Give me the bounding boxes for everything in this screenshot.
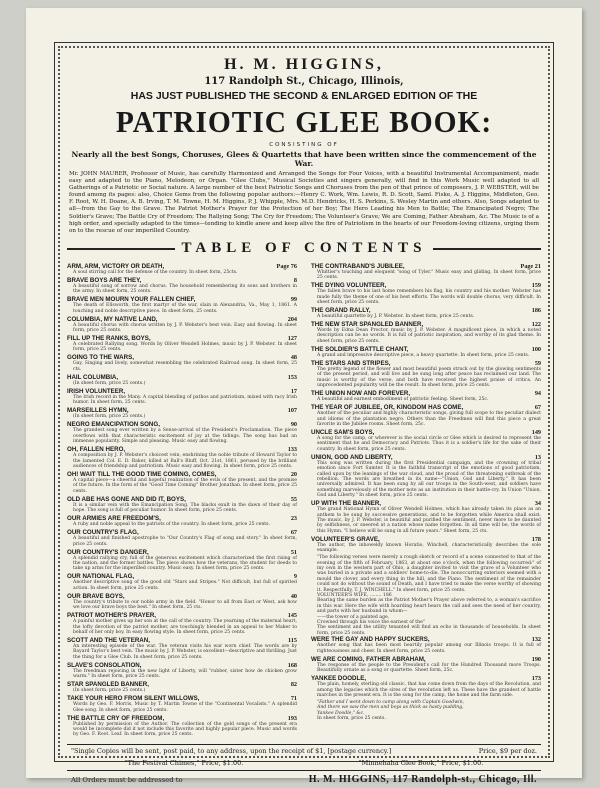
orders-line: [67, 771, 541, 788]
toc-entry-description: The death of Ellsworth, the first martyr of the war, slain in Alexandria, Va., May 1, 1861. A touching and noble descriptive piece. In sheet form, 25 cents.: [73, 303, 297, 314]
toc-entry-title: OUR COUNTRY'S DANGER,: [67, 548, 149, 556]
toc-entry-title: OH! WAIT TILL THE GOOD TIME COMING, COMES,: [67, 470, 217, 478]
toc-entry: [67, 354, 297, 372]
toc-entry-title: THE SOLDIER'S BATTLE CHANT,: [311, 345, 409, 353]
toc-entry-description: The grandest song ever written by a Sense-arrival of the President's Proclamation. The piece overflows with that characteristic excitement of joy at the tidings. The song has had an immense popularity. Simple and pleasing. Music easy and flowing.: [73, 428, 297, 445]
toc-entry-title-row: [311, 454, 541, 461]
toc-entry-title: UP WITH THE BANNER,: [311, 500, 382, 508]
toc-entry-title-row: [67, 374, 297, 381]
toc-entry-title-row: [311, 321, 541, 328]
toc-entry: [67, 446, 297, 469]
toc-entry-title: BRAVE MEN MOURN YOUR FALLEN CHIEF,: [67, 296, 196, 304]
toc-entry-page: 8: [293, 276, 297, 284]
promo-minnehaha: "Minnehaha Glee Book," Price, $1.00.: [358, 759, 484, 768]
toc-entry-title: OUR COUNTRY'S FLAG,: [67, 529, 139, 537]
toc-entry-title-row: [67, 316, 297, 323]
toc-entry-title-row: [67, 263, 297, 270]
toc-entry-title: THE BATTLE CRY OF FREEDOM,: [67, 714, 165, 722]
toc-entry-description: Another descriptive song of the good old "Stars and Stripes." Not difficult, but full of spirited action. In sheet form, price 25 cents.: [73, 580, 297, 591]
toc-entry: [311, 636, 541, 654]
toc-entry-page: 40: [290, 592, 297, 600]
toc-entry-title-row: [67, 549, 297, 556]
toc-entry-title: ARM, ARM, VICTORY OR DEATH,: [67, 262, 165, 270]
toc-entry-description: Words by Geo. F. Morris, Music by T. Martin Towne of the "Continental Vocalists." A splendid Glee song. In sheet form, price 25 cents.: [73, 702, 297, 713]
toc-entry: [67, 695, 297, 713]
toc-entry: [311, 429, 541, 452]
toc-entry: [67, 388, 297, 406]
toc-entry-title: UNCLE SAM'S BOYS,: [311, 428, 375, 436]
toc-entry-page: 99: [290, 296, 297, 304]
toc-entry-title-row: [311, 346, 541, 353]
toc-entry: [67, 263, 297, 275]
toc-entry-description: A soul stirring call for the defense of the country. In sheet form, 25cts.: [73, 269, 238, 275]
toc-entry: [311, 346, 541, 358]
toc-entry-title: OUR NATIONAL FLAG,: [67, 573, 135, 581]
toc-entry: [311, 282, 541, 305]
toc-entry-description: A song for the camp, or wherever is the social circle or Glee which is desired to represent the sentiment that he and Democracy and Patriots. Thus it is a soldier's life for the sake of their country. In sheet form, price 25 cents.: [317, 435, 541, 452]
toc-entry-title-row: [67, 277, 297, 284]
toc-entry-page: 132: [531, 636, 541, 644]
toc-entry-title-row: [311, 360, 541, 367]
toc-entry-title: THE NEW STAR SPANGLED BANNER,: [311, 321, 424, 329]
toc-entry-page: 48: [290, 354, 297, 362]
toc-entry-title-row: [67, 715, 297, 722]
toc-entry-title: COLUMBIA, MY NATIVE LAND,: [67, 315, 158, 323]
toc-entry-title-row: [311, 536, 541, 543]
toc-entry-page: 67: [534, 404, 541, 412]
toc-entry-page: 13: [534, 453, 541, 461]
toc-entry: [311, 454, 541, 499]
toc-entry-page: 115: [288, 636, 297, 644]
promo-line: [67, 757, 541, 769]
book-description: Mr. JOHN MAURER, Professor of Music, has carefully Harmonized and Arranged the Songs for Four Voices, with a beautiful Instrumental Accompaniment, made easy and adapted to the Piano, Melodeon, or Organ. "Glee Clubs," Musical Societies and singers generally, will find in this Work Music well adapted to all Gatherings of a Patriotic or Social nature. A large number of the best Patriotic Songs and Choruses from the pen of that prince of composers, J. P. WEBSTER, will be found among its pages: also, Choice Gems from the following popular authors:—Henry C. Work, Wm. Lewis, R. D. Scott, Saml. Fiske, A. J. Higgins, Middleton, Geo. F. Root, W. H. Doane, A. B. Irving, T. M. Towne, H. M. Higgins, P. J. Whipple, Mrs. M.D. Hendricks, H. S. Perkins, S. Wesley Martin and others. Also, Songs adapted to all—from the Gay to the Grave. The Patriot Mother's Prayer for the Protection of her Boy; The Hero Leading his Men to Battle; The Emancipated Negro; The Soldier's Grave; The Battle Cry of Freedom; The Rallying Song; The Cry for Freedom; The Volunteer's Grave; We are Coming, Father Abraham, &c. The Music is of a high order, and specially adapted to the times—tending to kindle anew and keep alive the fire of Patriotism in the hearts of our Freedom-loving citizens, urging them on to the rescue of our imperilled Country.: [69, 171, 539, 234]
toc-entry-description: A composition by J. P. Webster's choicest vein, enshrining the noble tribute of Howard Taylor to the lamented Col. E. D. Baker, killed at Ball's Bluff, Oct. 21st, 1861, perused by the brilliant audiences of friendship and patriotism. Music easy and flowing. In sheet form, price 25 cents.: [73, 453, 297, 469]
toc-entry: [311, 500, 541, 534]
toc-entry-page: 107: [287, 407, 297, 415]
toc-entry-page: 133: [287, 446, 297, 454]
toc-entry-description: A beautiful song of sorrow and chorus. The household remembering its sons and brothers in the army. In sheet form, 25 cents.: [73, 283, 297, 295]
toc-entry: [67, 637, 297, 660]
toc-entry-description: The country's tribute to our noble army in the field. "Honor to all from East or West, ask how we love our brave boys the best." In sheet form, 25 cts.: [73, 599, 297, 611]
toc-entry-page: 34: [534, 500, 541, 508]
toc-entry: [67, 662, 297, 680]
toc-entry-description: Published by permission of the Author. The collection of the gold songs of the present era would be incomplete did it not include this favorite and highly popular piece. Music and words by Geo. F. Root. Leaf. In sheet form, price 25 cents.: [73, 721, 297, 738]
toc-entry: [67, 407, 297, 419]
toc-entry-page: 204: [287, 315, 297, 323]
toc-entry-description: Whittier's touching and eloquent "song of Tyler." Music easy and gliding. In sheet form, price 25 cents.: [317, 269, 541, 281]
toc-entry-page: 168: [287, 661, 297, 669]
toc-entry-title: VOLUNTEER'S GRAVE,: [311, 535, 380, 543]
toc-entry-title: TAKE YOUR HERO FROM SILENT WILLOWS,: [67, 695, 200, 703]
toc-entry-page: 153: [287, 373, 297, 381]
single-copies-line: [67, 745, 541, 757]
toc-entry-title: SLAVE'S CONSOLATION,: [67, 661, 142, 669]
toc-entry-description: The response of the people to the President's call for the Hundred Thousand more Troops. Beautifully ornate as a song or quartette. Sheet form, 25c.: [317, 662, 541, 674]
document-page: [26, 8, 582, 786]
toc-entry-description: A celebrated Rallying song. Words by Oliver Wendell Holmes, music by J. P. Webster. In sheet form, price 25 cents.: [73, 342, 297, 353]
lead-sentence: Nearly all the best Songs, Choruses, Glees & Quartetts that have been written since the commencement of the War.: [71, 150, 537, 168]
toc-entry-description: A ruby and noble appeal to the patriots of the country. In sheet form, price 25 cents.: [73, 522, 270, 528]
announcement: HAS JUST PUBLISHED THE SECOND & ENLARGED EDITION OF THE: [130, 90, 478, 102]
toc-entry-title: OLD ABE HAS GONE AND DID IT, BOYS,: [67, 495, 186, 503]
toc-entry-description: (In sheet form, price 25 cents.): [73, 414, 146, 420]
toc-entry-description: An interesting episode of the war. The veteran visits his war worn chief. The words are by Bayard Taylor's best vein. The music by J. P. Webster, is excellent—descriptive and thrilling. Just the thing for a Glee Club. In sheet form, price 25 cents.: [73, 643, 298, 660]
toc-entry-title: YANKEE DOODLE,: [311, 675, 367, 683]
toc-entry-description: The fallen brave to his last home remembers his flag, his country and his mother. Webster has made fully the theme of one of his best efforts. The words will double chorus, very difficult. In sheet form, price 25 cents.: [317, 289, 541, 306]
toc-entry-title: OUR BRAVE BOYS,: [67, 592, 125, 600]
toc-entry-title: OH, FALLEN HERO,: [67, 446, 126, 454]
book-title: PATRIOTIC GLEE BOOK:: [115, 104, 493, 139]
toc-entry: [67, 374, 297, 386]
toc-entry-description: The plain, homely, sterling old classic, that has come down from the days of the Revolution, and among the legacies which the sires of the revolution left us. These have the grandest of battle marches in the present era. It is the song for the camp, the home and the farm side.: [317, 682, 541, 698]
toc-right-column: [311, 263, 541, 740]
toc-entry: [67, 612, 297, 635]
toc-entry-title: STAR SPANGLED BANNER,: [67, 681, 149, 689]
toc-entry-description: A beautiful chorus with chorus written by J. P. Webster's best vein. Easy and flowing. In sheet form, price 25 cents.: [73, 322, 297, 334]
toc-entry: [67, 529, 297, 547]
toc-entry-description: A capital piece—a cheerful and hopeful realization of the evils of the present, and the promise of the future. In the form of the "Good Time Coming" Brother Jonathan. In sheet form, price 25 cents.: [73, 477, 297, 494]
toc-right-entries: [311, 263, 541, 554]
toc-entry-description: Words by Edna Dean Proctor, music by J. P. Webster. A magnificent piece, in which a noted description can be no words. It is full of patriotic inspiration, and worthy of its glad theme. In sheet form, price 25 cents.: [317, 328, 541, 344]
volunteer-grave-note: [311, 555, 541, 636]
toc-entry-page: 94: [534, 390, 541, 398]
toc-entry-description: A grand and impressive descriptive piece, a heavy quartette. In sheet form, price 25 cents.: [317, 352, 530, 358]
note-paragraph: VOLUNTEER'S WIFE, ........ 186: [317, 593, 392, 599]
toc-entry-title: NEGRO EMANCIPATION SONG,: [67, 421, 160, 429]
toc-entry-description: A beautiful and earnest embodiment of patriotic feeling. Sheet form, 25c.: [317, 397, 489, 403]
toc-entry-title-row: [67, 637, 297, 644]
toc-entry-title: UNION, GOD AND LIBERTY,: [311, 453, 393, 461]
toc-entry: [311, 360, 541, 389]
toc-entry: [67, 496, 297, 514]
toc-entry: [67, 593, 297, 611]
toc-entry-page: 55: [290, 495, 297, 503]
toc-entry-title-row: [67, 496, 297, 503]
page-content: [67, 51, 541, 786]
toc-entry: [67, 681, 297, 693]
toc-entry-title: THE UNION NOW AND FOREVER,: [311, 390, 411, 398]
toc-entry: [67, 549, 297, 572]
toc-entry-page: 82: [290, 681, 297, 689]
note-paragraph: The sentiment and the utility tenanted will find an echo in thousands of households. In sheet form, price 25 cents.: [317, 625, 541, 636]
toc-entry-description: (In sheet form, price 25 cents.): [73, 380, 146, 386]
toc-entry-description: This song was written during the first Presidential campaign, and the crowning of tribal emotion since Fort Sumter. It is the faithful transcript of the emotions of good patriotism, called upon by the leanings of the war cloud, and the proud of the threatening outbreak of the rebellion. The words are breathed in its name—"Union, God and Liberty." It has been universally admired. It has been sung by all our troops in the South-west, and soldiers have something marvelously of the mother note as an institution in their battle-cry. In Union "Union, God and Liberty." In sheet form, price 25 cents.: [317, 460, 541, 499]
toc-entry: [311, 675, 541, 698]
toc-entry: [311, 404, 541, 427]
toc-entry-description: The pretty legend of the flower and most beautiful poem struck out by the glowing sentiments of the present period, and will live and be sung long after peace has reclaimed our land. The music is worthy of the verse, and both have received the highest praise of critics. An unprecedented popularity will be the result. In sheet form, price 25 cents.: [317, 366, 541, 389]
toc-entry: [67, 715, 297, 738]
toc-entry-description: The Irish record in the Many. A capital blending of pathos and patriotism, mixed with racy Irish humor. In sheet form, 25 cents.: [73, 394, 297, 406]
toc-entry-title: IRISH VOLUNTEER,: [67, 387, 126, 395]
toc-entry-title: THE STARS AND STRIPES,: [311, 359, 391, 367]
toc-entry-description: A beautiful and finished apostrophe to "Our Country's Flag of song and story." In sheet form, price 25 cents.: [73, 536, 297, 547]
toc-entry-page: 190: [531, 655, 541, 663]
toc-entry-title: FILL UP THE RANKS, BOYS,: [67, 335, 151, 343]
toc-entry: [67, 421, 297, 444]
toc-entry-title: SCOTT AND THE VETERAN,: [67, 636, 150, 644]
toc-entry-description: A beautiful quartette by J. P. Webster. In sheet form, price 25 cents.: [317, 314, 475, 320]
toc-entry-page: 122: [531, 321, 541, 329]
toc-entry: [67, 316, 297, 334]
toc-entry-page: 100: [531, 345, 541, 353]
toc-entry-description: The author, the inhoweldy known Horatio, Winchell, characteristically describes the sole example.: [317, 542, 541, 554]
toc-entry-title-row: [67, 471, 297, 478]
toc-entry-page: 59: [534, 359, 541, 367]
toc-entry-description: It is a similar vein with the Emancipation Song. The blacks exult in the dawn of their day of hope. The song is full of peculiar humor. In sheet form, price 25 cents.: [73, 502, 297, 514]
toc-entry-title-row: [67, 388, 297, 395]
toc-entry: [67, 296, 297, 314]
toc-entry-page: Page 76: [276, 262, 297, 270]
toc-right-entries-2: [311, 636, 541, 698]
toc-entry-title: BRAVE BOYS ARE THEY,: [67, 276, 142, 284]
orders-address: H. M. HIGGINS, 117 Randolph-st., Chicago, Ill.: [308, 774, 537, 786]
toc-entry: [311, 536, 541, 554]
decorative-border: [54, 42, 554, 786]
publisher-name: H. M. HIGGINS,: [224, 56, 384, 73]
single-copies-price: Price, $9 per doz.: [478, 747, 537, 756]
toc-entry-page: 51: [290, 548, 297, 556]
toc-entry-description: The freedman rejoicing in the new light of Liberty, will "rubber, sister how de chicken grow warm." In sheet form, price 25 cents.: [73, 668, 297, 680]
toc-entry-title: THE CONTRABAND'S JUBILEE,: [311, 262, 405, 270]
toc-entry-title: THE GRAND RALLY,: [311, 307, 371, 315]
toc-entry: [67, 277, 297, 295]
toc-entry-title-row: [311, 263, 541, 270]
toc-entry-title-row: [311, 307, 541, 314]
toc-entry-page: 127: [287, 335, 297, 343]
toc-entry-description: A painful mother gives up her son at the call of the country. The yearning of the maternal heart, the lofty devotion of the patriot mother, are touchingly blended in an appeal to her Maker to behalf of her only boy. In easy flowing style. In sheet form, price 25 cents.: [73, 619, 297, 635]
toc-entry: [311, 390, 541, 402]
note-paragraph: "The following verses were merely a rough sketch or record of a scene connected to that of the evening of the fifth of February, 1863, at about one o'clock, when the following occurred:" of my own in the western part of Ohio, a daughter invited to visit the grave of a Volunteer who was buried in a private and a soldiers' home-to-die. The nonoccurring exteriors seemed with a mould the clover, and every thing in the hill, and the Piano. The sentiment of the remainder could not do without the sound of Death, and I have tried to make the verse worthy of showing it. Respectfully, T. J. WINCHELL." In sheet form, price 25 cents.: [317, 555, 541, 593]
toc-entry-title: GOING TO THE WARS,: [67, 354, 134, 362]
toc-entry-title: THE YEAR OF JUBILEE, OR, KINGDOM HAS COME,: [311, 404, 464, 412]
toc-entry-page: 173: [531, 675, 541, 683]
toc-entry-description: The grand National Hymn of Oliver Wendell Holmes, which has already taken its place as an anthem to be sung by successive generations, and to be forgotten while America shall exist. The music, by J. P. Webster, is beautiful and purified the sentiment, never more to be daunted by selfishness, or sneered at a nation whose name forgotten. In all time will be, the words of this Hymn. "I believe will be sung in all future years." Sheet form, 25 cts.: [317, 507, 541, 534]
toc-entry-title: THE DYING VOLUNTEER,: [311, 282, 387, 290]
toc-entry-title-row: [67, 662, 297, 669]
toc-entry-page: 149: [531, 428, 541, 436]
toc-entry-title: WE ARE COMING, FATHER ABRAHAM,: [311, 655, 426, 663]
toc-entry-title-row: [67, 335, 297, 342]
toc-columns: [67, 263, 541, 740]
toc-entry-page: Page 21: [520, 262, 541, 270]
yankee-price: In sheet form, price 25 cents.: [317, 716, 386, 722]
toc-entry-page: 193: [287, 714, 297, 722]
toc-entry-description: (In sheet form, price 25 cents.): [73, 688, 146, 694]
toc-entry-title: OUR ARMIES ARE FREEDOM'S,: [67, 515, 161, 523]
toc-entry-description: Another song that has been most heartily popular among our Illinois troops. It is full of righteousness and cheer. In sheet form, price 25 cents.: [317, 643, 541, 654]
toc-entry-title: PATRIOT MOTHER'S PRAYER,: [67, 612, 157, 620]
toc-entry-title-row: [311, 656, 541, 663]
toc-entry-description: A splendid rallying cry, full of the generous excitement which characterized the first rising of the nation, and the former battles. The piece shows how the veterans, the student for deeds to take up arms for the imperilled country. Music easy. In sheet form, price 25 cents.: [73, 555, 297, 572]
toc-entry-page: 186: [531, 307, 541, 315]
single-copies-text: "Single Copies will be sent, post paid, to any address, upon the receipt of $1, [postage currency.]: [71, 747, 392, 756]
toc-entry-description: Gay, Singing and lively, somewhat resembling the celebrated Railroad song. In sheet form, 25 cts.: [73, 361, 297, 372]
toc-entry-title: WERE THE GAY AND HAPPY SUCKERS,: [311, 636, 430, 644]
toc-entry-title-row: [67, 593, 297, 600]
toc-entry-title: HAIL COLUMBIA,: [67, 373, 119, 381]
note-paragraph: Bearing the same burden as the Patriot Mother's Prayer above referred to, a woman's sacrifice in this war. Here the wife with hoarding heart bears the call and sees the need of her country, and parts with her husband in whom—: [317, 598, 541, 615]
toc-entry-title: MARSEILLES HYMN,: [67, 407, 129, 415]
note-paragraph: ——the tower of a painted age,: [317, 614, 390, 620]
toc-entry: [67, 515, 297, 527]
toc-entry-page: 145: [287, 612, 297, 620]
toc-entry-page: 9: [293, 573, 297, 581]
promo-festival: "The Festival Chimes," Price, $1.00.: [124, 759, 244, 768]
toc-entry: [311, 321, 541, 344]
toc-entry-title-row: [311, 429, 541, 436]
toc-entry: [67, 573, 297, 591]
orders-label: All Orders must be addressed to: [71, 775, 183, 784]
publisher-address: 117 Randolph St., Chicago, Illinois,: [204, 76, 404, 87]
toc-entry-page: 20: [290, 470, 297, 478]
toc-entry: [311, 656, 541, 674]
toc-heading-text: TABLE OF CONTENTS: [175, 240, 432, 256]
toc-entry: [311, 263, 541, 281]
toc-entry-page: 178: [531, 535, 541, 543]
toc-entry-page: 159: [531, 282, 541, 290]
toc-entry-page: 23: [290, 515, 297, 523]
note-paragraph: Crowned through his voice the earnest of the": [317, 620, 425, 626]
toc-entry: [67, 471, 297, 494]
yankee-quote: "Father and I went down to camp along with Captain Goodwin, And there we saw the men and boys as thick as hasty pudding, Yankee Doodle," &c.: [317, 699, 465, 716]
toc-entry-description: Another of the peculiar and highly characteristic songs, giving full scope to the peculiar dialect and idioms of the plantation negro. Others than the Freedmen will find this piece a great favorite in the Jubilee rooms. Sheet form, 25c.: [317, 411, 541, 427]
toc-entry: [67, 335, 297, 353]
consisting-label: CONSISTING OF: [269, 142, 339, 148]
toc-entry-page: 71: [290, 695, 297, 703]
toc-left-column: [67, 263, 297, 740]
toc-entry-page: 67: [290, 529, 297, 537]
toc-entry: [311, 307, 541, 319]
toc-entry-page: 90: [290, 421, 297, 429]
toc-entry-page: 17: [290, 387, 297, 395]
toc-heading: [67, 240, 541, 257]
